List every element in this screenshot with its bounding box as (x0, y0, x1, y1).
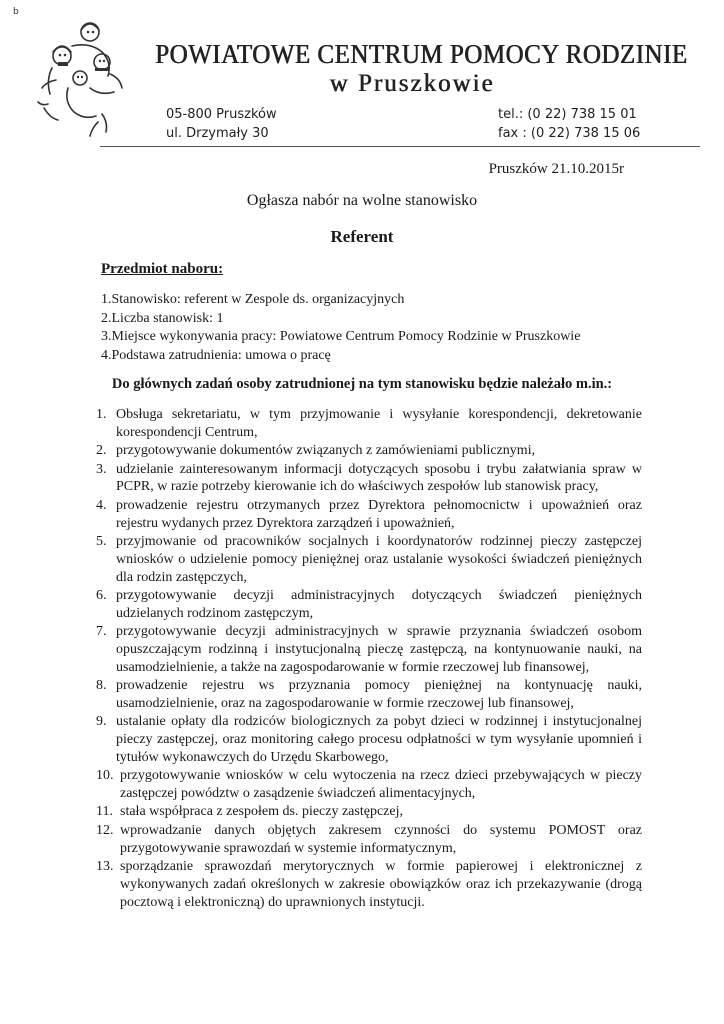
duty-number: 6. (96, 587, 107, 603)
duty-text: sporządzanie sprawozdań merytorycznych w formie papierowej i elektronicznej z wykonywanych zadań określonych w zakresie obowiązków oraz ich przekazywanie (drogą pocztową i elektroniczną) do uprawnionych instytucji. (120, 859, 642, 910)
info-item: 4.Podstawa zatrudnienia: umowa o pracę (101, 347, 331, 363)
duty-number: 12. (96, 822, 114, 838)
page-marker: b (13, 7, 19, 17)
info-item: 2.Liczba stanowisk: 1 (101, 310, 224, 326)
duty-item (96, 623, 642, 676)
address-street: ul. Drzymały 30 (166, 126, 269, 141)
duty-text: prowadzenie rejestru ws przyznania pomocy pieniężnej na kontynuację nauki, usamodzielnienie, oraz na zagospodarowanie w formie rzeczowej lub finansowej, (116, 678, 642, 711)
duty-item (96, 767, 642, 803)
duty-number: 4. (96, 497, 107, 513)
duty-item (96, 587, 642, 623)
duty-item (96, 677, 642, 713)
duty-item (96, 803, 642, 821)
info-item: 3.Miejsce wykonywania pracy: Powiatowe Centrum Pomocy Rodzinie w Pruszkowie (101, 329, 581, 344)
duties-list (96, 406, 642, 912)
address-postal: 05-800 Pruszków (166, 107, 277, 122)
duty-number: 2. (96, 443, 107, 459)
duty-text: prowadzenie rejestru otrzymanych przez Dyrektora pełnomocnictw i upoważnień oraz rejestru wydanych przez Dyrektora zarządzeń i upoważnień, (116, 497, 642, 531)
address-block (166, 105, 277, 143)
duty-text: ustalanie opłaty dla rodziców biologicznych za pobyt dzieci w rodzinnej i instytucjonalnej pieczy zastępczej, oraz monitoring całego procesu odpłatności w tym wysyłanie upomnień i tytułów wykonawczych do Urzędu Skarbowego, (116, 714, 642, 765)
duty-item (96, 822, 642, 858)
duty-text: przygotowywanie wniosków w celu wytoczenia na rzecz dzieci przebywających w pieczy zastępczej powództw o zasądzenie świadczeń alimentacyjnych, (120, 768, 642, 802)
duty-number: 7. (96, 624, 107, 640)
duty-number: 10. (96, 768, 114, 784)
duty-item (96, 713, 642, 766)
duty-item (96, 461, 642, 497)
duty-number: 3. (96, 461, 107, 477)
info-item: 1.Stanowisko: referent w Zespole ds. organizacyjnych (101, 292, 405, 307)
fax-number: fax : (0 22) 738 15 06 (498, 126, 641, 141)
position-title: Referent (330, 227, 394, 246)
duty-item (96, 497, 642, 533)
duty-text: przygotowywanie decyzji administracyjnych dotyczących świadczeń pieniężnych udzielanych rodzinom zastępczym, (116, 587, 642, 621)
duty-item (96, 858, 642, 911)
recruitment-info-list (101, 291, 580, 365)
header-divider (100, 146, 700, 147)
duty-number: 5. (96, 533, 107, 549)
organization-city: w Pruszkowie (329, 70, 495, 97)
duty-item (96, 533, 642, 586)
duty-text: udzielanie zainteresowanym informacji dotyczących sposobu i trybu załatwiania spraw w PCPR, w razie potrzeby kierowanie ich do właściwych zespołów lub stanowisk pracy, (116, 461, 642, 495)
duty-text: przyjmowanie od pracowników socjalnych i koordynatorów rodzinnej pieczy zastępczej wniosków o udzielenie pomocy pieniężnej oraz ustalanie wysokości świadczeń pieniężnych dla rodzin zastępczych, (116, 533, 642, 585)
duty-item (96, 406, 642, 442)
organization-name: POWIATOWE CENTRUM POMOCY RODZINIE (155, 40, 688, 70)
duty-text: stała współpraca z zespołem ds. pieczy zastępczej, (120, 804, 403, 820)
phone-number: tel.: (0 22) 738 15 01 (498, 107, 637, 122)
duty-number: 13. (96, 859, 114, 875)
duties-heading: Do głównych zadań osoby zatrudnionej na tym stanowisku będzie należało m.in.: (111, 376, 613, 392)
duty-text: przygotowywanie decyzji administracyjnych w sprawie przyznania świadczeń osobom opuszczającym rodzinną i instytucjonalną pieczę zastępczą, na kontynuowanie nauki, na usamodzielnienie, a także na zagospodarowanie w formie rzeczowej lub finansowej, (116, 624, 642, 675)
duty-number: 9. (96, 714, 107, 730)
duty-item (96, 442, 642, 460)
duty-text: przygotowywanie dokumentów związanych z zamówieniami publicznymi, (116, 443, 536, 459)
duty-text: wprowadzanie danych objętych zakresem czynności do systemu POMOST oraz przygotowywanie sprawozdań w systemie informatycznym, (120, 822, 642, 856)
announcement-line: Ogłasza nabór na wolne stanowisko (246, 192, 478, 209)
duty-text: Obsługa sekretariatu, w tym przyjmowanie i wysyłanie korespondencji, dekretowanie korespondencji Centrum, (116, 407, 642, 440)
contact-block (498, 105, 640, 143)
duty-number: 8. (96, 678, 107, 694)
duty-number: 1. (96, 407, 107, 422)
subject-heading: Przedmiot naboru: (101, 261, 224, 277)
document-date: Pruszków 21.10.2015r (488, 161, 624, 177)
duty-number: 11. (96, 804, 113, 820)
